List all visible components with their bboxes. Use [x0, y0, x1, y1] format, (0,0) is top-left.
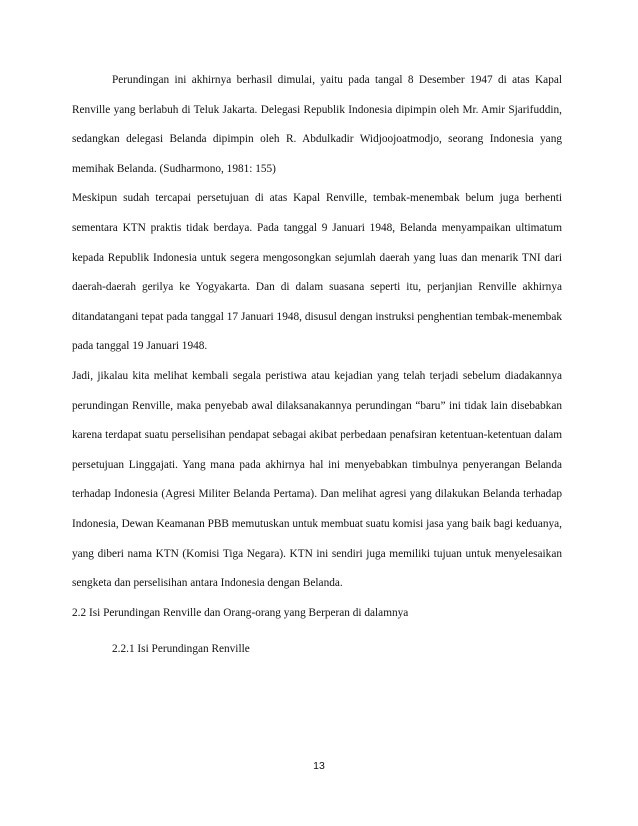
subsection-heading: 2.2.1 Isi Perundingan Renville	[112, 643, 250, 656]
paragraph-3: Jadi, jikalau kita melihat kembali segala peristiwa atau kejadian yang telah terjadi sebelum diadakannya perundingan Renville, maka penyebab awal dilaksanakannya perundingan “baru” ini tidak lain disebabkan karena terdapat suatu perselisihan pendapat sebagai akibat perbedaan penafsiran ketentuan-ketentuan dalam persetujuan Linggajati. Yang mana pada akhirnya hal ini menyebabkan timbulnya penyerangan Belanda terhadap Indonesia (Agresi Militer Belanda Pertama). Dan melihat agresi yang dilakukan Belanda terhadap Indonesia, Dewan Keamanan PBB memutuskan untuk membuat suatu komisi jasa yang baik bagi keduanya, yang diberi nama KTN (Komisi Tiga Negara). KTN ini sendiri juga memiliki tujuan untuk menyelesaikan sengketa dan perselisihan antara Indonesia dengan Belanda.	[72, 369, 562, 590]
section-heading: 2.2 Isi Perundingan Renville dan Orang-orang yang Berperan di dalamnya	[72, 606, 409, 619]
paragraph-2: Meskipun sudah tercapai persetujuan di atas Kapal Renville, tembak-menembak belum juga berhenti sementara KTN praktis tidak berdaya. Pada tanggal 9 Januari 1948, Belanda menyampaikan ultimatum kepada Republik Indonesia untuk segera mengosongkan sejumlah daerah yang luas dan menarik TNI dari daerah-daerah gerilya ke Yogyakarta. Dan di dalam suasana seperti itu, perjanjian Renville akhirnya ditandatangani tepat pada tanggal 17 Januari 1948, disusul dengan instruksi penghentian tembak-menembak pada tanggal 19 Januari 1948.	[72, 192, 562, 353]
body-text	[72, 66, 562, 665]
paragraph-1: Perundingan ini akhirnya berhasil dimulai, yaitu pada tangal 8 Desember 1947 di atas Kapal Renville yang berlabuh di Teluk Jakarta. Delegasi Republik Indonesia dipimpin oleh Mr. Amir Sjarifuddin, sedangkan delegasi Belanda dipimpin oleh R. Abdulkadir Widjoojoatmodjo, seorang Indonesia yang memihak Belanda. (Sudharmono, 1981: 155)	[72, 74, 562, 175]
page-number: 13	[313, 760, 325, 772]
